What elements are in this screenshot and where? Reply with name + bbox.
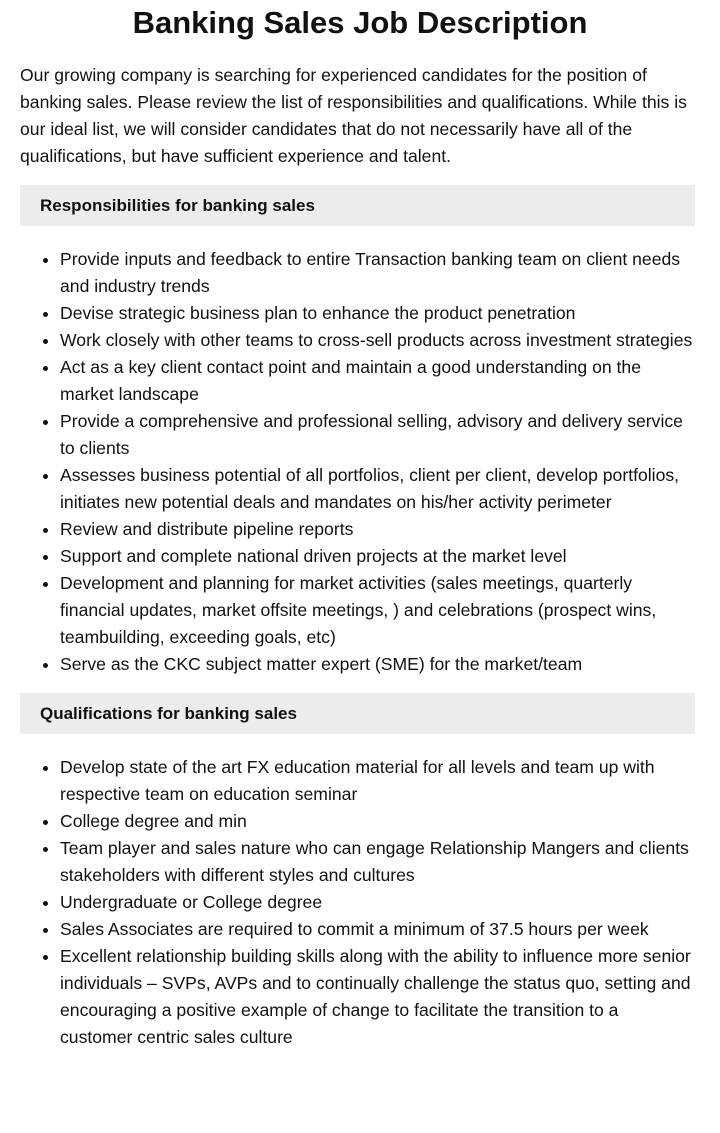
list-item: • Support and complete national driven projects at the market level: [60, 543, 695, 570]
list-item: • Sales Associates are required to commit a minimum of 37.5 hours per week: [60, 916, 695, 943]
list-item: • Development and planning for market activities (sales meetings, quarterly financial updates, market offsite meetings, ) and celebrations (prospect wins, teambuilding, exceeding goals, etc): [60, 570, 695, 651]
list-item: • Act as a key client contact point and maintain a good understanding on the market landscape: [60, 354, 695, 408]
intro-paragraph: Our growing company is searching for experienced candidates for the position of banking sales. Please review the list of responsibilities and qualifications. While this is our ideal list, we will consider candidates that do not necessarily have all of the qualifications, but have sufficient experience and talent.: [20, 65, 687, 166]
list-item: • Develop state of the art FX education material for all levels and team up with respective team on education seminar: [60, 754, 695, 808]
list-item: • Provide a comprehensive and professional selling, advisory and delivery service to clients: [60, 408, 695, 462]
list-item: • Provide inputs and feedback to entire Transaction banking team on client needs and industry trends: [60, 246, 695, 300]
list-item: • Assesses business potential of all portfolios, client per client, develop portfolios, initiates new potential deals and mandates on his/her activity perimeter: [60, 462, 695, 516]
list-item: • Serve as the CKC subject matter expert (SME) for the market/team: [60, 651, 695, 678]
list-item: • Excellent relationship building skills along with the ability to influence more senior individuals – SVPs, AVPs and to continually challenge the status quo, setting and encouraging a positive example of change to facilitate the transition to a customer centric sales culture: [60, 943, 695, 1051]
list-item: • Work closely with other teams to cross-sell products across investment strategies: [60, 327, 695, 354]
list-item: • Review and distribute pipeline reports: [60, 516, 695, 543]
list-item: • Undergraduate or College degree: [60, 889, 695, 916]
list-item: • Team player and sales nature who can engage Relationship Mangers and clients stakeholders with different styles and cultures: [60, 835, 695, 889]
responsibilities-heading: Responsibilities for banking sales: [20, 185, 695, 226]
responsibilities-list: [20, 246, 695, 678]
list-item: • Devise strategic business plan to enhance the product penetration: [60, 300, 695, 327]
qualifications-heading: Qualifications for banking sales: [20, 693, 695, 734]
qualifications-list: [20, 754, 695, 1051]
page-title: Banking Sales Job Description: [132, 5, 588, 40]
list-item: • College degree and min: [60, 808, 695, 835]
